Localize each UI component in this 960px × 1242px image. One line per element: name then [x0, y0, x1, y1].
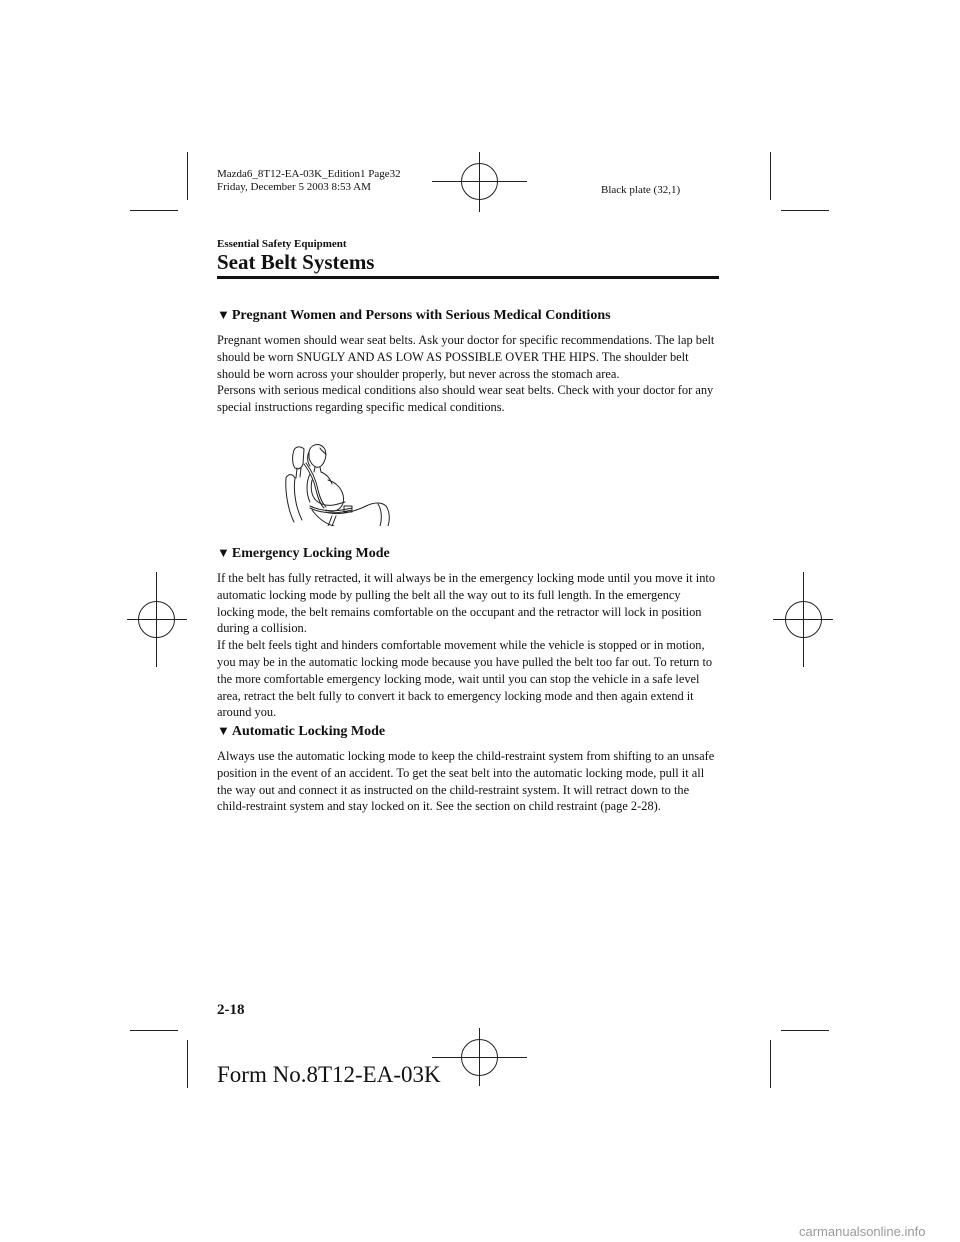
- section-heading-emergency-locking: [217, 545, 390, 562]
- paragraph: Always use the automatic locking mode to keep the child-restraint system from shifting to an unsafe position in the event of an accident. To get the seat belt into the automatic locking mode, pull it all the way out and connect it as instructed on the child-restraint system. It will retract down to the child-restraint system and stay locked on it. See the section on child restraint (page 2-28).: [217, 749, 715, 814]
- heading-text: Automatic Locking Mode: [231, 724, 386, 739]
- print-file-line: Mazda6_8T12-EA-03K_Edition1 Page32: [217, 168, 401, 180]
- paragraph: If the belt feels tight and hinders comfortable movement while the vehicle is stopped or in motion, you may be in the automatic locking mode because you have pulled the belt too far out. To return to the more comfortable emergency locking mode, wait until you can stop the vehicle in a safe level area, retract the belt fully to convert it back to emergency locking mode and then again extend it around you.: [217, 638, 713, 720]
- website-watermark[interactable]: carmanualsonline.info: [799, 1224, 926, 1239]
- page-title: Seat Belt Systems: [217, 250, 375, 274]
- crop-mark-bottom-right-vertical: [770, 1040, 771, 1088]
- heading-text: Emergency Locking Mode: [231, 546, 390, 561]
- section-body-automatic-locking: [217, 748, 720, 815]
- paragraph: If the belt has fully retracted, it will always be in the emergency locking mode until you move it into automatic locking mode by pulling the belt all the way out to its full length. In the emergency locking mode, the belt remains comfortable on the occupant and the retractor will lock in position during a collision.: [217, 571, 716, 636]
- title-rule: [217, 276, 719, 279]
- plate-label: Black plate (32,1): [601, 184, 681, 196]
- section-heading-automatic-locking: [217, 723, 385, 740]
- page-number: 2-18: [217, 1002, 245, 1018]
- section-body-emergency-locking: [217, 570, 720, 721]
- registration-target-bottom-circle: [461, 1039, 498, 1076]
- heading-marker-icon: ▼: [217, 723, 230, 738]
- heading-text: Pregnant Women and Persons with Serious Medical Conditions: [231, 308, 611, 323]
- crop-mark-top-right-vertical: [770, 152, 771, 200]
- section-header: Essential Safety Equipment: [217, 238, 347, 250]
- heading-marker-icon: ▼: [217, 545, 230, 560]
- crop-mark-bottom-left-vertical: [187, 1040, 188, 1088]
- heading-marker-icon: ▼: [217, 307, 230, 322]
- section-body-pregnant-women: [217, 332, 720, 416]
- crop-mark-bottom-right-horizontal: [781, 1030, 829, 1031]
- crop-mark-top-right-horizontal: [781, 210, 829, 211]
- crop-mark-top-left-vertical: [187, 152, 188, 200]
- pregnant-woman-seatbelt-illustration: [282, 440, 394, 526]
- registration-target-right-circle: [785, 601, 822, 638]
- registration-target-left-circle: [138, 601, 175, 638]
- form-number: Form No.8T12-EA-03K: [217, 1062, 441, 1087]
- registration-target-top-circle: [461, 163, 498, 200]
- paragraph: Persons with serious medical conditions also should wear seat belts. Check with your doctor for any special instructions regarding specific medical conditions.: [217, 383, 714, 415]
- section-heading-pregnant-women: [217, 307, 611, 324]
- print-date-line: Friday, December 5 2003 8:53 AM: [217, 181, 371, 193]
- crop-mark-top-left-horizontal: [130, 210, 178, 211]
- crop-mark-bottom-left-horizontal: [130, 1030, 178, 1031]
- paragraph: Pregnant women should wear seat belts. Ask your doctor for specific recommendations. The lap belt should be worn SNUGLY AND AS LOW AS POSSIBLE OVER THE HIPS. The shoulder belt should be worn across your shoulder properly, but never across the stomach area.: [217, 333, 715, 381]
